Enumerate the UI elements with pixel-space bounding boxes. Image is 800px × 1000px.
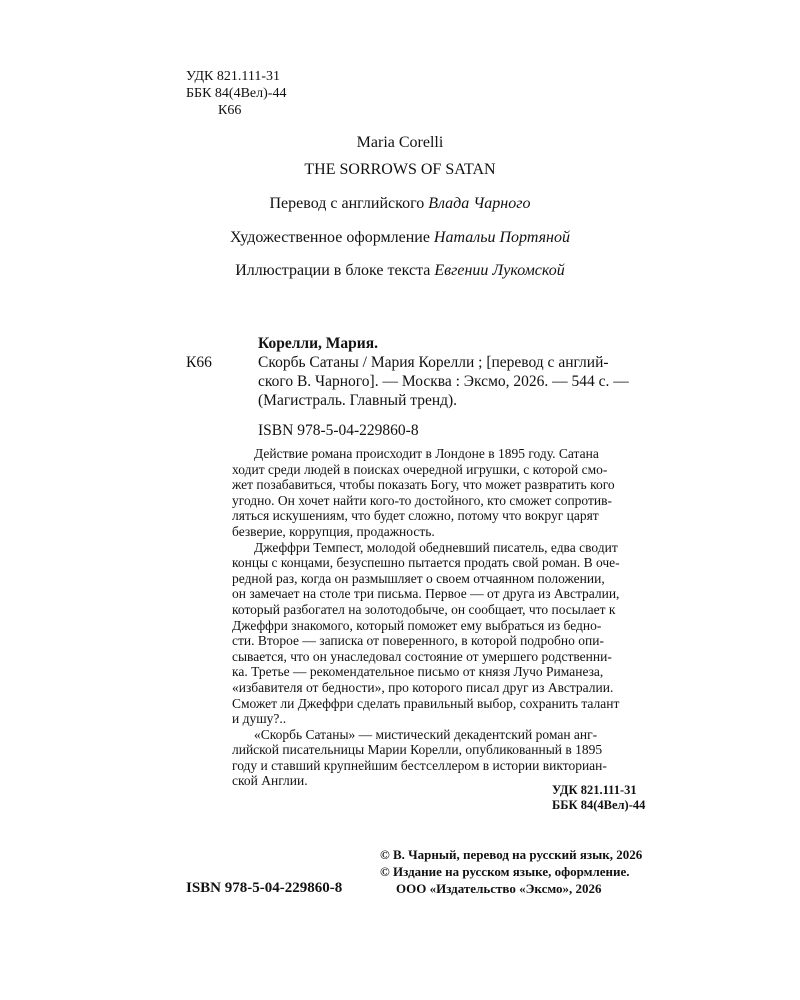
annotation-line: «Скорбь Сатаны» — мистический декадентский роман анг-	[254, 726, 598, 742]
annotation-line: безверие, коррупция, продажность.	[232, 523, 435, 539]
annotation-line: ляться искушениям, что будет сложно, потому что вокруг царят	[232, 508, 599, 524]
annotation-line: «избавителя от бедности», про которого писал друг из Австралии.	[232, 679, 614, 695]
udk-code: УДК 821.111-31	[186, 69, 281, 84]
entry-line-1	[186, 353, 646, 372]
classification-block	[186, 68, 286, 119]
entry-line-2: ского В. Чарного]. — Москва : Эксмо, 2026. — 544 с. —	[258, 373, 629, 390]
annotation-line: сывается, что он унаследовал состояние от умершего родственни-	[232, 648, 612, 664]
entry-heading: Корелли, Мария.	[258, 335, 378, 352]
art-credit	[0, 229, 800, 247]
translator-name: Влада Чарного	[428, 195, 531, 212]
annotation-line: Сможет ли Джеффри сделать правильный выбор, сохранить талант	[232, 695, 620, 711]
copyright-block	[380, 846, 642, 897]
annotation-line: ходит среди людей в поисках очередной игрушки, с которой смо-	[232, 461, 608, 477]
annotation-line: ской Англии.	[232, 773, 308, 789]
annotation-line: сти. Второе — записка от поверенного, в которой подробно опи-	[232, 633, 604, 649]
annotation	[232, 446, 642, 789]
annotation-line: Джеффри знакомого, который поможет ему выбраться из бедно-	[232, 617, 602, 633]
bibliographic-entry	[186, 334, 646, 440]
original-author: Maria Corelli	[356, 134, 444, 151]
annotation-line: Действие романа происходит в Лондоне в 1895 году. Сатана	[254, 446, 599, 461]
annotation-line: он замечает на столе три письма. Первое — от друга из Австралии,	[232, 586, 620, 602]
annotation-line: ка. Третье — рекомендательное письмо от князя Лучо Риманеза,	[232, 664, 604, 680]
entry-text-1: Скорбь Сатаны / Мария Корелли ; [перевод с англий-	[258, 354, 609, 371]
illustration-credit	[0, 262, 800, 280]
copyright-line-2: © Издание на русском языке, оформление.	[380, 864, 630, 879]
annotation-paragraph-2	[232, 540, 642, 727]
translation-credit	[0, 195, 800, 213]
copyright-line-1: © В. Чарный, перевод на русский язык, 2026	[380, 847, 643, 862]
annotation-line: лийской писательницы Марии Корелли, опубликованный в 1895	[232, 742, 603, 758]
annotation-paragraph-1	[232, 446, 642, 540]
entry-isbn: ISBN 978-5-04-229860-8	[258, 422, 419, 439]
bottom-classification	[552, 783, 645, 813]
author-mark: К66	[218, 103, 242, 118]
annotation-line: и душу?..	[232, 711, 287, 727]
annotation-line: концы с концами, безуспешно пытается продать свой роман. В оче-	[232, 555, 620, 571]
annotation-line: который разбогател на золотодобыче, он сообщает, что посылает к	[232, 601, 616, 617]
annotation-line: году и ставший крупнейшим бестселлером в истории викториан-	[232, 757, 607, 773]
art-label: Художественное оформление	[230, 229, 430, 246]
copyright-line-3: ООО «Издательство «Эксмо», 2026	[396, 881, 602, 896]
illus-label: Иллюстрации в блоке текста	[235, 262, 431, 279]
entry-line-3: (Магистраль. Главный тренд).	[258, 392, 458, 409]
footer-isbn: ISBN 978-5-04-229860-8	[186, 880, 343, 896]
entry-mark: К66	[186, 354, 212, 371]
bottom-bbk: ББК 84(4Вел)-44	[552, 798, 646, 812]
original-title: THE SORROWS OF SATAN	[304, 161, 496, 178]
annotation-paragraph-3	[232, 727, 642, 789]
artist-name: Натальи Портяной	[433, 229, 570, 246]
translation-label: Перевод с английского	[269, 195, 425, 212]
annotation-line: Джеффри Темпест, молодой обедневший писатель, едва сводит	[254, 539, 618, 555]
annotation-line: угодно. Он хочет найти кого-то достойного, кто сможет сопротив-	[232, 492, 612, 508]
annotation-line: редной раз, когда он размышляет о своем отчаянном положении,	[232, 570, 605, 586]
annotation-line: жет позабавиться, чтобы показать Богу, что может развратить кого	[232, 477, 615, 493]
bbk-code: ББК 84(4Вел)-44	[186, 86, 287, 101]
illustrator-name: Евгении Лукомской	[434, 262, 565, 279]
bottom-udk: УДК 821.111-31	[552, 783, 637, 797]
